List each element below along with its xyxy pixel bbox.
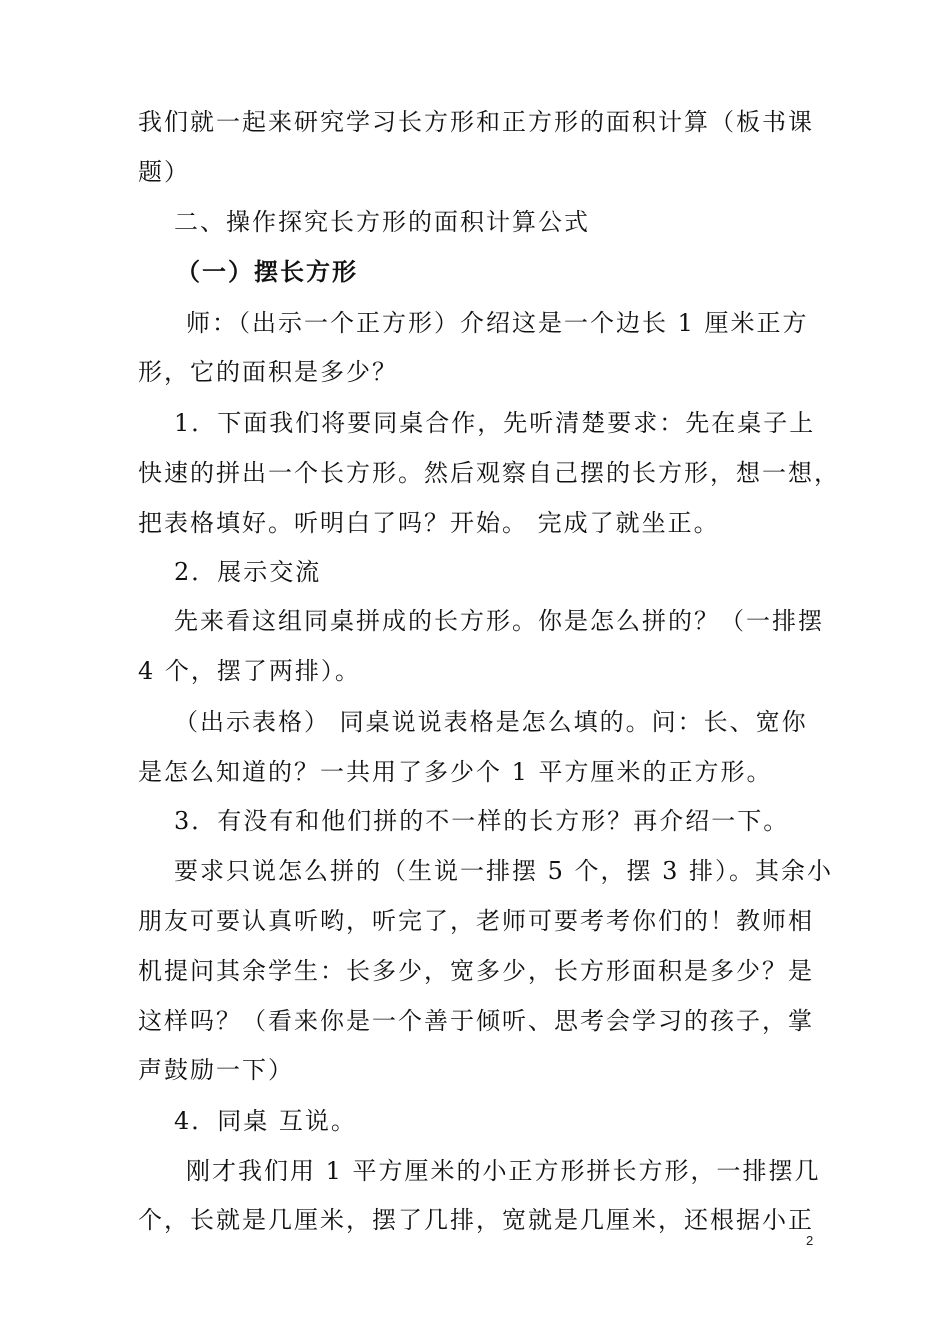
text-line-8: 快速的拼出一个长方形。然后观察自己摆的长方形，想一想， xyxy=(138,459,840,487)
text-line-5: 师：（出示一个正方形）介绍这是一个边长 1 厘米正方 xyxy=(186,309,809,337)
text-line-7: 1．下面我们将要同桌合作，先听清楚要求：先在桌子上 xyxy=(174,409,816,437)
section-heading: 二、操作探究长方形的面积计算公式 xyxy=(174,208,590,236)
text-line-11: 先来看这组同桌拼成的长方形。你是怎么拼的？（一排摆 xyxy=(174,607,824,635)
text-line-21: 4．同桌 互说。 xyxy=(174,1107,357,1135)
subsection-heading: （一）摆长方形 xyxy=(176,258,358,286)
page-number: 2 xyxy=(806,1233,814,1248)
text-line-19: 这样吗？（看来你是一个善于倾听、思考会学习的孩子，掌 xyxy=(138,1007,814,1035)
text-line-2: 题） xyxy=(138,158,190,186)
text-line-16: 要求只说怎么拼的（生说一排摆 5 个，摆 3 排）。其余小 xyxy=(174,857,834,885)
text-line-22: 刚才我们用 1 平方厘米的小正方形拼长方形，一排摆几 xyxy=(186,1157,821,1185)
text-line-18: 机提问其余学生：长多少，宽多少，长方形面积是多少？是 xyxy=(138,957,814,985)
text-line-20: 声鼓励一下） xyxy=(138,1056,294,1084)
text-line-9: 把表格填好。听明白了吗？开始。 完成了就坐正。 xyxy=(138,509,720,537)
text-line-12: 4 个，摆了两排）。 xyxy=(138,657,361,685)
text-line-10: 2．展示交流 xyxy=(174,558,322,586)
text-line-13: （出示表格） 同桌说说表格是怎么填的。问：长、宽你 xyxy=(174,708,808,736)
text-line-14: 是怎么知道的？一共用了多少个 1 平方厘米的正方形。 xyxy=(138,758,773,786)
text-line-6: 形，它的面积是多少？ xyxy=(138,358,398,386)
text-line-15: 3．有没有和他们拼的不一样的长方形？再介绍一下。 xyxy=(174,807,790,835)
text-line-1: 我们就一起来研究学习长方形和正方形的面积计算（板书课 xyxy=(138,108,814,136)
text-line-23: 个，长就是几厘米，摆了几排，宽就是几厘米，还根据小正 xyxy=(138,1206,814,1234)
text-line-17: 朋友可要认真听哟，听完了，老师可要考考你们的！教师相 xyxy=(138,907,814,935)
